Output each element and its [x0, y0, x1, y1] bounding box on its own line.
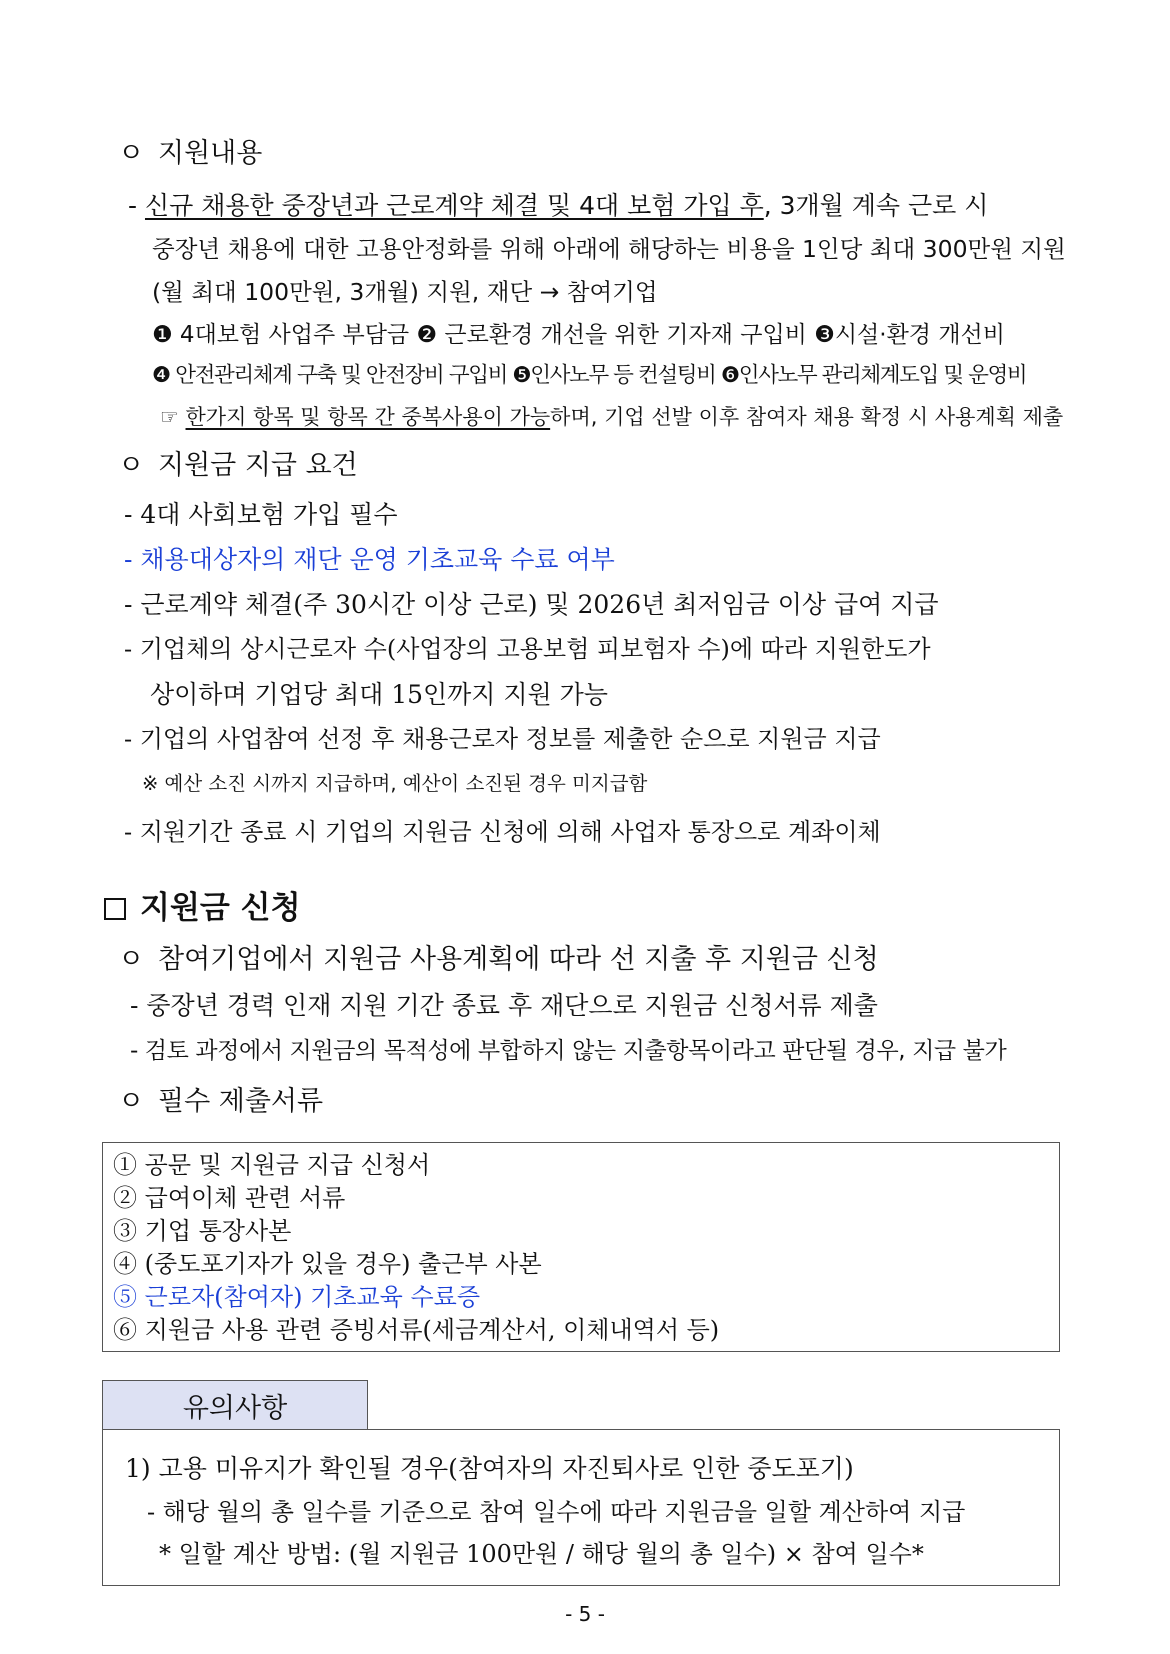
doc-item: ⑥ 지원금 사용 관련 증빙서류(세금계산서, 이체내역서 등): [113, 1316, 720, 1344]
page-number: - 5 -: [565, 1602, 605, 1626]
section-heading-support-content: [118, 140, 262, 167]
doc-item: ③ 기업 통장사본: [113, 1217, 292, 1245]
notice-tab: 유의사항: [102, 1380, 368, 1430]
line-rest: , 3개월 계속 근로 시: [763, 191, 989, 220]
circle-bullet: ㅇ: [118, 450, 145, 481]
note-rest: 하며, 기업 선발 이후 참여자 채용 확정 시 사용계획 제출: [550, 405, 1064, 429]
application-line-2: - 검토 과정에서 지원금의 목적성에 부합하지 않는 지출항목이라고 판단될 경우, 지급 불가: [130, 1038, 1007, 1064]
requirement-line-6: - 기업의 사업참여 선정 후 채용근로자 정보를 제출한 순으로 지원금 지급: [124, 725, 881, 753]
circle-bullet: ㅇ: [118, 944, 145, 975]
requirement-line-2: - 채용대상자의 재단 운영 기초교육 수료 여부: [124, 545, 615, 574]
application-subheading: [118, 946, 879, 973]
square-bullet-icon: [104, 898, 126, 920]
support-items-row-2: ❹ 안전관리체계 구축 및 안전장비 구입비 ❺인사노무 등 컨설팅비 ❻인사노무 관리체계도입 및 운영비: [152, 363, 1027, 388]
heading-text: 필수 제출서류: [158, 1086, 324, 1117]
notice-box: [102, 1429, 1060, 1586]
support-note: [160, 407, 1063, 428]
underlined-text: 신규 채용한 중장년과 근로계약 체결 및 4대 보험 가입 후: [144, 191, 764, 220]
notice-line-3: * 일할 계산 방법: (월 지원금 100만원 / 해당 월의 총 일수) × 참여 일수*: [159, 1540, 924, 1568]
support-line-3: (월 최대 100만원, 3개월) 지원, 재단 → 참여기업: [152, 278, 658, 306]
subheading-text: 참여기업에서 지원금 사용계획에 따라 선 지출 후 지원금 신청: [158, 944, 879, 975]
required-docs-heading: [118, 1088, 323, 1115]
application-line-1: - 중장년 경력 인재 지원 기간 종료 후 재단으로 지원금 신청서류 제출: [130, 991, 878, 1020]
support-line-1: [128, 193, 988, 218]
notice-line-1: 1) 고용 미유지가 확인될 경우(참여자의 자진퇴사로 인한 중도포기): [125, 1454, 854, 1483]
section-heading-payment-requirements: [118, 452, 358, 479]
required-docs-box: [102, 1142, 1060, 1352]
requirement-line-4: - 기업체의 상시근로자 수(사업장의 고용보험 피보험자 수)에 따라 지원한도가: [124, 635, 931, 663]
section-title-application: [104, 890, 301, 926]
requirement-line-3: - 근로계약 체결(주 30시간 이상 근로) 및 2026년 최저임금 이상 급여 지급: [124, 590, 939, 619]
support-items-row-1: ❶ 4대보험 사업주 부담금 ❷ 근로환경 개선을 위한 기자재 구입비 ❸시설·환경 개선비: [152, 322, 1005, 348]
title-text: 지원금 신청: [140, 890, 301, 926]
support-line-2: 중장년 채용에 대한 고용안정화를 위해 아래에 해당하는 비용을 1인당 최대 300만원 지원: [152, 235, 1066, 263]
doc-item: ④ (중도포기자가 있을 경우) 출근부 사본: [113, 1250, 542, 1278]
requirement-note: ※ 예산 소진 시까지 지급하며, 예산이 소진된 경우 미지급함: [142, 772, 648, 795]
dash: -: [128, 191, 138, 220]
doc-item: ⑤ 근로자(참여자) 기초교육 수료증: [113, 1283, 481, 1311]
notice-line-2: - 해당 월의 총 일수를 기준으로 참여 일수에 따라 지원금을 일할 계산하여 지급: [147, 1498, 966, 1526]
pointing-hand-icon: ☞: [160, 405, 179, 429]
circle-bullet: ㅇ: [118, 138, 145, 169]
note-underlined: 한가지 항목 및 항목 간 중복사용이 가능: [185, 405, 551, 429]
doc-item: ② 급여이체 관련 서류: [113, 1184, 346, 1212]
heading-text: 지원내용: [158, 138, 263, 169]
heading-text: 지원금 지급 요건: [158, 450, 358, 481]
doc-item: ① 공문 및 지원금 지급 신청서: [113, 1151, 431, 1179]
requirement-line-7: - 지원기간 종료 시 기업의 지원금 신청에 의해 사업자 통장으로 계좌이체: [124, 818, 881, 846]
requirement-line-5: 상이하며 기업당 최대 15인까지 지원 가능: [150, 680, 608, 709]
requirement-line-1: - 4대 사회보험 가입 필수: [124, 500, 398, 529]
circle-bullet: ㅇ: [118, 1086, 145, 1117]
